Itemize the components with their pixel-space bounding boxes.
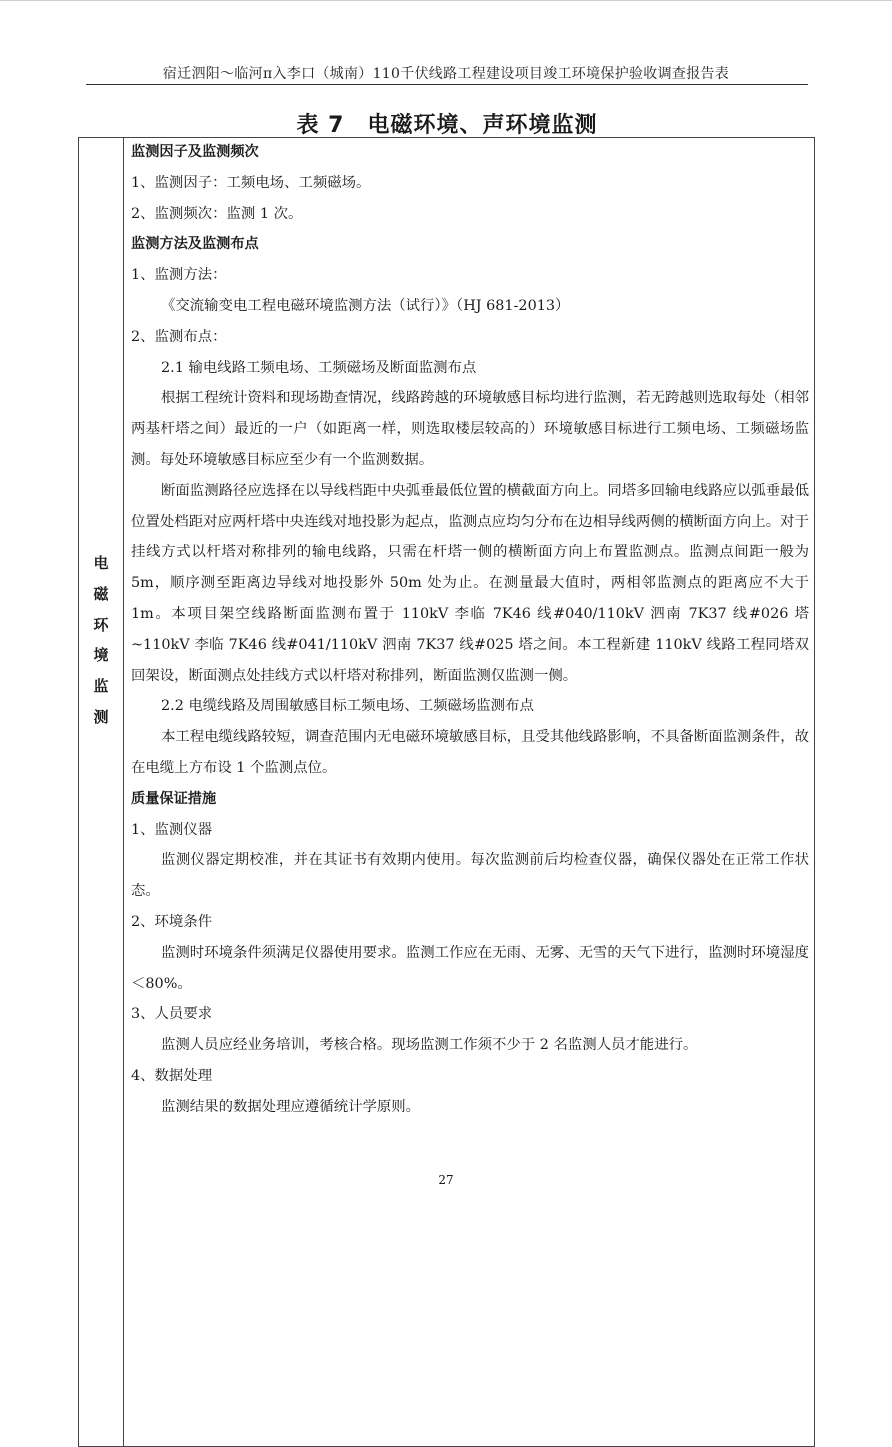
- list-item: 2、监测频次：监测 1 次。: [131, 205, 303, 222]
- list-item: 4、数据处理: [131, 1067, 213, 1084]
- page-number: 27: [438, 1173, 454, 1187]
- list-item: 1、监测因子：工频电场、工频磁场。: [131, 174, 371, 191]
- column-divider: [123, 137, 124, 1447]
- paragraph: 监测人员应经业务培训，考核合格。现场监测工作须不少于 2 名监测人员才能进行。: [161, 1037, 698, 1054]
- side-label-char: 测: [93, 707, 109, 726]
- list-item: 1、监测仪器: [131, 821, 213, 838]
- header-rule: [86, 84, 808, 85]
- paragraph: 监测仪器定期校准，并在其证书有效期内使用。每次监测前后均检查仪器，确保仪器处在正常工作状态。: [131, 852, 809, 900]
- page-top-border: [0, 0, 892, 1]
- list-item: 2、监测布点：: [131, 328, 227, 345]
- side-label-char: 环: [93, 615, 109, 634]
- paragraph: 监测时环境条件须满足仪器使用要求。监测工作应在无雨、无雾、无雪的天气下进行，监测时环境湿度＜80%。: [131, 944, 809, 992]
- side-label-cell: [79, 548, 123, 733]
- standard-reference: 《交流输变电工程电磁环境监测方法（试行）》（HJ 681-2013）: [161, 297, 570, 314]
- subsection-heading: 2.2 电缆线路及周围敏感目标工频电场、工频磁场监测布点: [161, 698, 534, 715]
- paragraph: 断面监测路径应选择在以导线档距中央弧垂最低位置的横截面方向上。同塔多回输电线路应以弧垂最低位置处档距对应两杆塔中央连线对地投影为起点，监测点应均匀分布在边相导线两侧的横断面方向上。对于挂线方式以杆塔对称排列的输电线路，只需在杆塔一侧的横断面方向上布置监测点。监测点间距一般为 5m，顺序测至距离边导线对地投影外 50m 处为止。在测量最大值时，两相邻监测点的距离应不大于 1m。本项目架空线路断面监测布置于 110kV 李临 7K46 线#040/110kV 泗南 7K37 线#026 塔~110kV 李临 7K46 线#041/110kV 泗南 7K37 线#025 塔之间。本工程新建 110kV 线路工程同塔双回架设，断面测点处挂线方式以杆塔对称排列，断面监测仅监测一侧。: [131, 482, 809, 684]
- list-item: 2、环境条件: [131, 913, 213, 930]
- side-label-char: 监: [93, 677, 109, 696]
- subsection-heading: 2.1 输电线路工频电场、工频磁场及断面监测布点: [161, 359, 477, 376]
- paragraph: 根据工程统计资料和现场勘查情况，线路跨越的环境敏感目标均进行监测，若无跨越则选取每处（相邻两基杆塔之间）最近的一户（如距离一样，则选取楼层较高的）环境敏感目标进行工频电场、工频磁场监测。每处环境敏感目标应至少有一个监测数据。: [131, 390, 809, 468]
- table-title: 表 7 电磁环境、声环境监测: [296, 113, 598, 138]
- list-item: 1、监测方法：: [131, 267, 227, 284]
- section-heading: 监测因子及监测频次: [131, 144, 259, 160]
- side-label-char: 境: [93, 646, 109, 665]
- running-header: 宿迁泗阳～临河π入李口（城南）110千伏线路工程建设项目竣工环境保护验收调查报告表: [162, 66, 730, 82]
- side-label-char: 电: [93, 554, 109, 572]
- section-heading: 监测方法及监测布点: [131, 236, 259, 253]
- side-label-char: 磁: [93, 584, 109, 603]
- paragraph: 本工程电缆线路较短，调查范围内无电磁环境敏感目标，且受其他线路影响，不具备断面监测条件，故在电缆上方布设 1 个监测点位。: [131, 729, 809, 776]
- section-heading: 质量保证措施: [131, 790, 217, 807]
- list-item: 3、人员要求: [131, 1006, 213, 1023]
- content-cell: [131, 137, 809, 1123]
- paragraph: 监测结果的数据处理应遵循统计学原则。: [161, 1098, 421, 1115]
